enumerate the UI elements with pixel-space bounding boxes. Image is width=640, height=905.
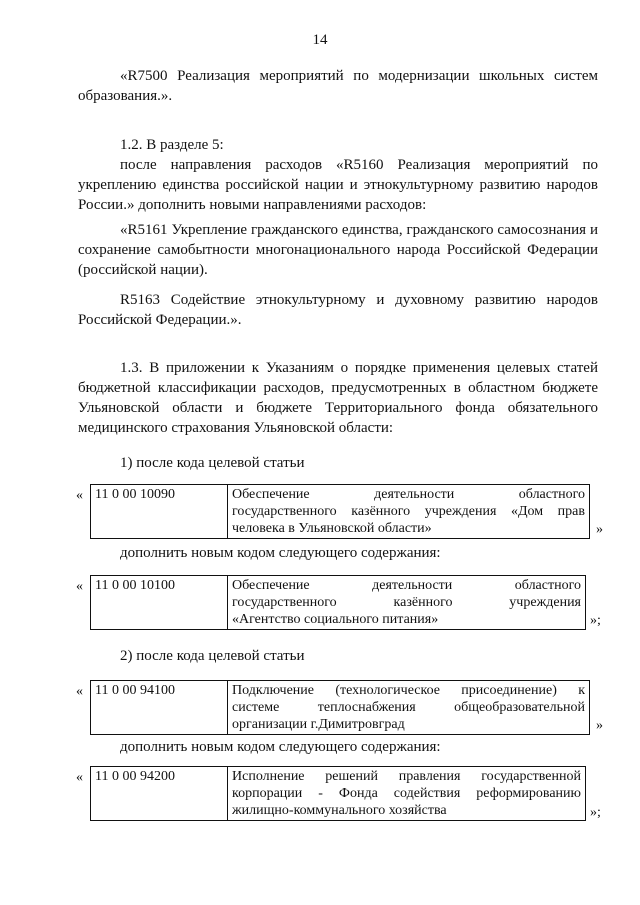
paragraph-r5161: «R5161 Укрепление гражданского единства, гражданского самосознания и сохранение самобытности многонационального народа Российской Федерации (российской нации).	[78, 222, 598, 278]
close-quote: »	[596, 522, 603, 537]
paragraph-after-code-2: 2) после кода целевой статьи	[120, 648, 305, 664]
close-quote: »;	[590, 805, 601, 820]
description-line: Исполнение решений правления государственной	[232, 769, 581, 784]
code-cell: 11 0 00 10100	[91, 576, 228, 630]
paragraph-r7500: «R7500 Реализация мероприятий по модернизации школьных систем образования.».	[78, 68, 598, 104]
description-line: организации г.Димитровград	[232, 717, 405, 732]
description-line: государственного казённого учреждения «Дом прав	[232, 504, 585, 519]
description-line: государственного казённого учреждения	[232, 595, 581, 610]
paragraph-add-code-2: дополнить новым кодом следующего содержания:	[120, 739, 441, 755]
open-quote: «	[76, 488, 83, 503]
code-table	[90, 575, 586, 630]
description-cell	[228, 485, 590, 539]
description-cell	[228, 576, 586, 630]
paragraph-after-r5160: после направления расходов «R5160 Реализация мероприятий по укреплению единства российской нации и этнокультурному развитию народов России.» дополнить новыми направлениями расходов:	[78, 157, 598, 213]
description-line: Обеспечение деятельности областного	[232, 487, 585, 502]
open-quote: «	[76, 579, 83, 594]
description-cell	[228, 681, 590, 735]
close-quote: »	[596, 718, 603, 733]
description-line: человека в Ульяновской области»	[232, 521, 432, 536]
close-quote: »;	[590, 613, 601, 628]
paragraph-after-code-1: 1) после кода целевой статьи	[120, 455, 305, 471]
description-line: Обеспечение деятельности областного	[232, 578, 581, 593]
table-row	[91, 485, 590, 539]
code-table	[90, 484, 590, 539]
page-number: 14	[312, 32, 328, 48]
description-line: «Агентство социального питания»	[232, 612, 439, 627]
open-quote: «	[76, 770, 83, 785]
description-line: Подключение (технологическое присоединение) к	[232, 683, 585, 698]
description-line: корпорации - Фонда содействия реформированию	[232, 786, 581, 801]
description-cell	[228, 767, 586, 821]
code-cell: 11 0 00 94100	[91, 681, 228, 735]
code-cell: 11 0 00 10090	[91, 485, 228, 539]
paragraph-add-code-1: дополнить новым кодом следующего содержания:	[120, 545, 441, 561]
table-row	[91, 767, 586, 821]
table-row	[91, 576, 586, 630]
paragraph-section-5: 1.2. В разделе 5:	[120, 137, 224, 153]
code-table	[90, 680, 590, 735]
code-table	[90, 766, 586, 821]
paragraph-appendix: 1.3. В приложении к Указаниям о порядке применения целевых статей бюджетной классификации расходов, предусмотренных в областном бюджете Ульяновской области и бюджете Территориального фонда обязательного медицинского страхования Ульяновской области:	[78, 360, 598, 436]
table-row	[91, 681, 590, 735]
open-quote: «	[76, 684, 83, 699]
description-line: системе теплоснабжения общеобразовательной	[232, 700, 585, 715]
description-line: жилищно-коммунального хозяйства	[232, 803, 447, 818]
paragraph-r5163: R5163 Содействие этнокультурному и духовному развитию народов Российской Федерации.».	[78, 292, 598, 328]
code-cell: 11 0 00 94200	[91, 767, 228, 821]
